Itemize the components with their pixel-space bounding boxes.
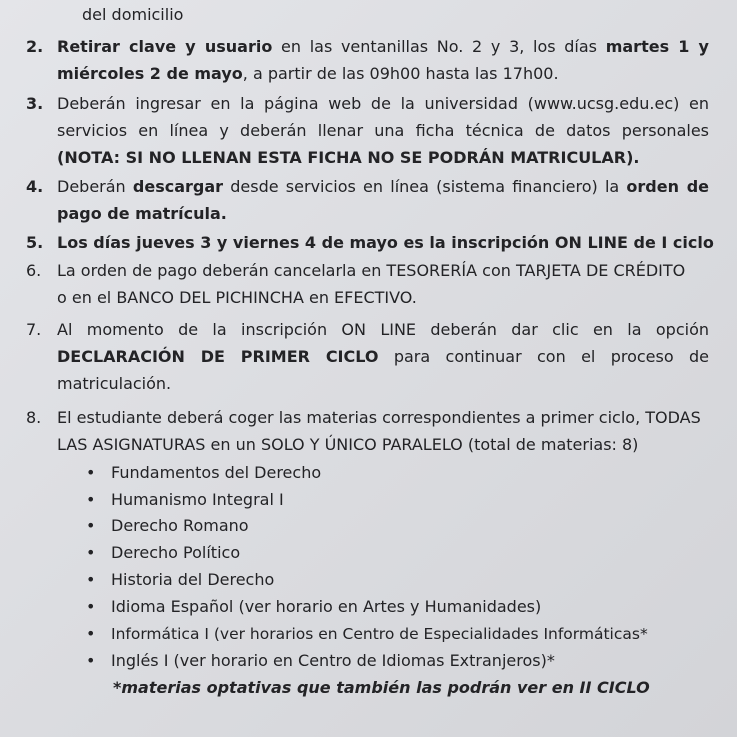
orden-de-text: orden de (626, 177, 710, 196)
item-7-line-1: Al momento de la inscripción ON LINE deberán dar clic en la opción (57, 320, 709, 339)
item-8-line-2: LAS ASIGNATURAS en un SOLO Y ÚNICO PARALELO (total de materias: 8) (57, 435, 639, 454)
item-number-7: 7. (26, 320, 42, 339)
martes-date-text: martes 1 y (605, 37, 709, 56)
item-4-line-1 (57, 177, 709, 197)
continuar-text: para continuar con el proceso de (378, 347, 709, 366)
domicile-continuation: del domicilio (82, 5, 184, 24)
bullet-icon: • (86, 490, 96, 509)
subject-item: Derecho Político (111, 543, 241, 562)
subject-item: Derecho Romano (111, 516, 249, 535)
bullet-icon: • (86, 597, 96, 616)
item-6-line-1: La orden de pago deberán cancelarla en TESORERÍA con TARJETA DE CRÉDITO (57, 261, 686, 280)
bullet-icon: • (86, 624, 96, 643)
schedule-hours-text: , a partir de las 09h00 hasta las 17h00. (242, 64, 559, 83)
deberan-text: Deberán (57, 177, 133, 196)
miercoles-date-text: miércoles 2 de mayo (57, 64, 243, 83)
item-8-line-1: El estudiante deberá coger las materias correspondientes a primer ciclo, TODAS (57, 408, 701, 427)
item-4-line-2: pago de matrícula. (57, 204, 227, 223)
item-5-line-1: Los días jueves 3 y viernes 4 de mayo es la inscripción ON LINE de I ciclo (57, 233, 714, 252)
subject-item: Historia del Derecho (111, 570, 275, 589)
bullet-icon: • (86, 570, 96, 589)
declaracion-text: DECLARACIÓN DE PRIMER CICLO (57, 347, 379, 366)
item-2-line-2 (57, 64, 559, 84)
item-number-6: 6. (26, 261, 42, 280)
subject-item: Idioma Español (ver horario en Artes y Humanidades) (111, 597, 542, 616)
subject-item: Informática I (ver horarios en Centro de Especialidades Informáticas* (111, 625, 648, 643)
item-number-5: 5. (26, 233, 44, 252)
item-number-2: 2. (26, 37, 44, 56)
ventanillas-text: en las ventanillas No. 2 y 3, los días (272, 37, 606, 56)
item-2-line-1 (57, 37, 709, 57)
bullet-icon: • (86, 543, 96, 562)
item-7-line-3: matriculación. (57, 374, 172, 393)
bullet-icon: • (86, 516, 96, 535)
item-number-8: 8. (26, 408, 42, 427)
servicios-text: desde servicios en línea (sistema financiero) la (223, 177, 627, 196)
subject-item: Fundamentos del Derecho (111, 463, 322, 482)
item-7-line-2 (57, 347, 709, 367)
optional-subjects-note: *materias optativas que también las podrán ver en II CICLO (113, 678, 650, 697)
item-number-4: 4. (26, 177, 44, 196)
item-3-line-2: servicios en línea y deberán llenar una ficha técnica de datos personales (57, 121, 709, 140)
item-number-3: 3. (26, 94, 44, 113)
subject-item: Inglés I (ver horario en Centro de Idiomas Extranjeros)* (111, 651, 555, 670)
item-6-line-2: o en el BANCO DEL PICHINCHA en EFECTIVO. (57, 288, 417, 307)
item-3-note: (NOTA: SI NO LLENAN ESTA FICHA NO SE PODRÁN MATRICULAR). (57, 148, 640, 167)
bullet-icon: • (86, 463, 96, 482)
bullet-icon: • (86, 651, 96, 670)
descargar-text: descargar (132, 177, 224, 196)
item-3-line-1: Deberán ingresar en la página web de la universidad (www.ucsg.edu.ec) en (57, 94, 709, 113)
retirar-clave-text: Retirar clave y usuario (57, 37, 273, 56)
subject-item: Humanismo Integral I (111, 490, 284, 509)
